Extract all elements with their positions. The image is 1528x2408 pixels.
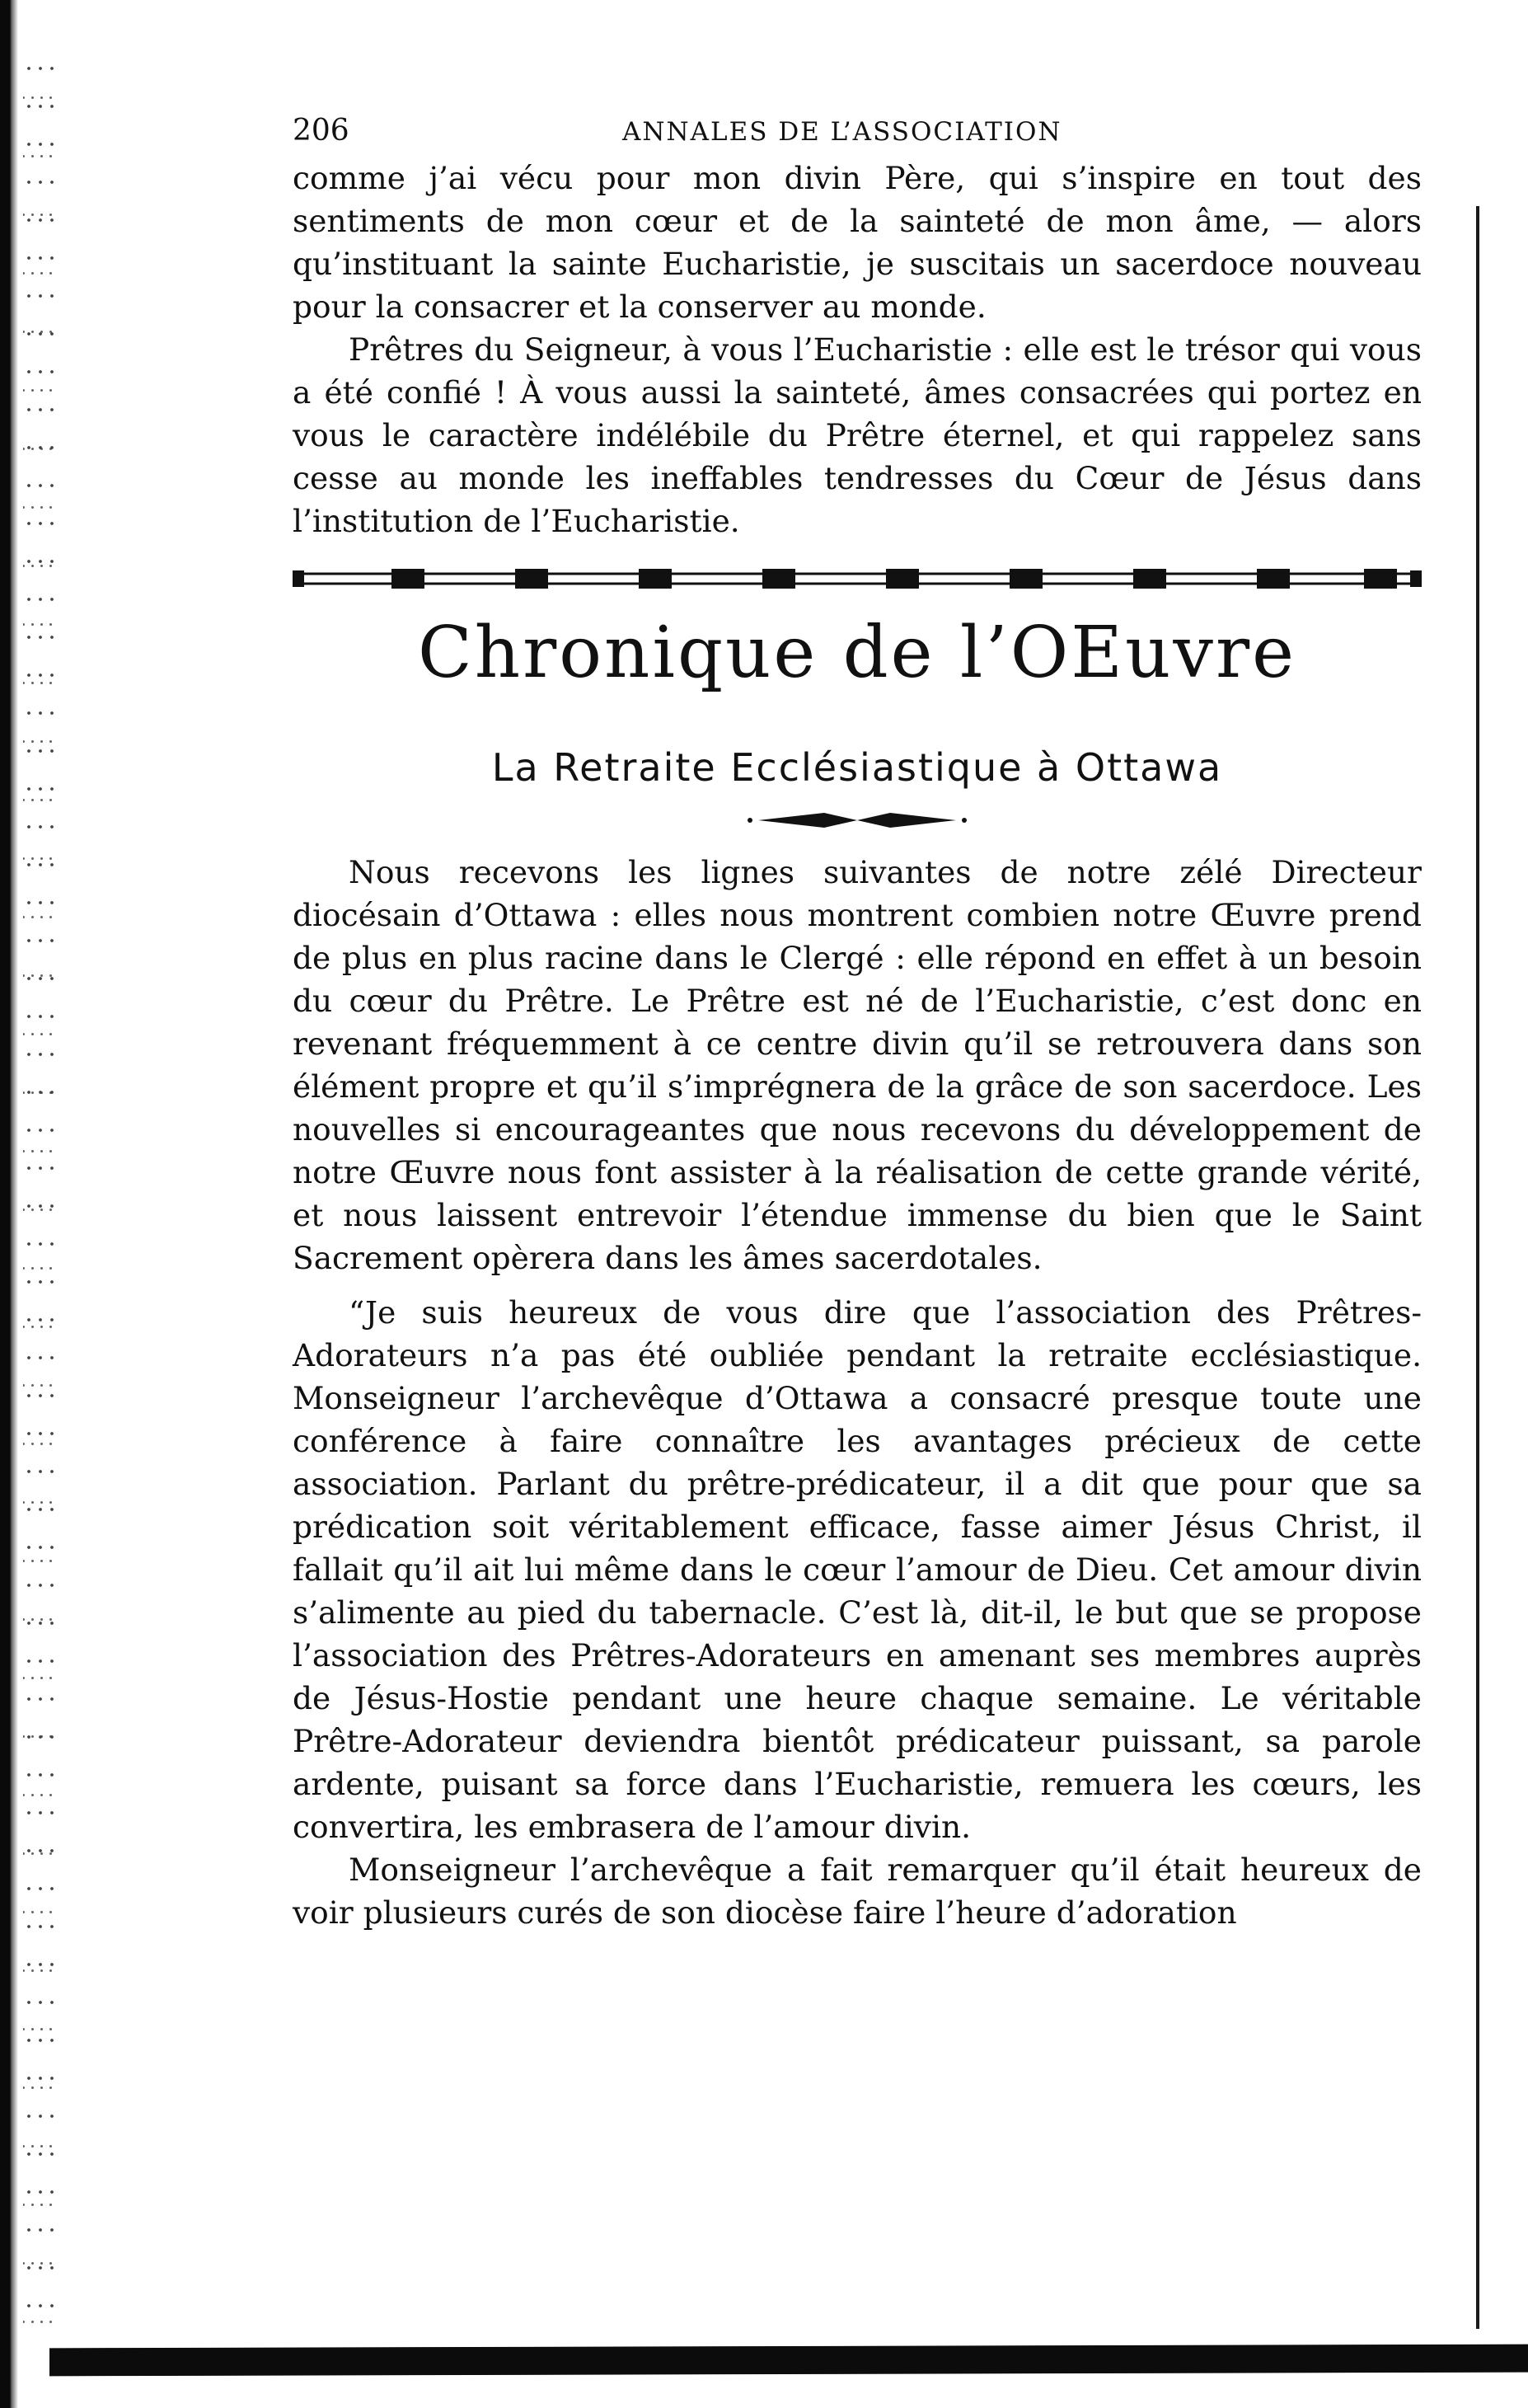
running-title: ANNALES DE L’ASSOCIATION — [622, 117, 1062, 147]
paragraph-archbishop: Monseigneur l’archevêque a fait remarquer qu’il était heureux de voir plusieurs curés de son diocèse faire l’heure d’adoration — [293, 1851, 1422, 1931]
ornamental-divider — [293, 562, 1422, 595]
ornamental-divider-graphic — [293, 562, 1422, 595]
page-binding-edge — [0, 0, 18, 2408]
right-margin-rule — [1476, 206, 1479, 2329]
bottom-scan-bar — [49, 2345, 1528, 2377]
page-content — [293, 114, 1422, 1934]
paragraph-letter-quote: “Je suis heureux de vous dire que l’association des Prêtres-Adorateurs n’a pas été oubliée pendant la retraite ecclésiastique. Monseigneur l’archevêque d’Ottawa a consacré presque toute une conférence à faire connaître les avantages précieux de cette association. Parlant du prêtre-prédicateur, il a dit que pour que sa prédication soit véritablement efficace, fasse aimer Jésus Christ, il fallait qu’il ait lui même dans le cœur l’amour de Dieu. Cet amour divin s’alimente au pied du tabernacle. C’est là, dit-il, le but que se propose l’association des Prêtres-Adorateurs en amenant ses membres auprès de Jésus-Hostie pendant une heure chaque semaine. Le véritable Prêtre-Adorateur deviendra bientôt prédicateur puissant, sa parole ardente, puisant sa force dans l’Eucharistie, remuera les cœurs, les convertira, les embrasera de l’amour divin. — [293, 1293, 1422, 1845]
paragraph-priests: Prêtres du Seigneur, à vous l’Eucharistie : elle est le trésor qui vous a été confié ! À vous aussi la sainteté, âmes consacrées qui portez en vous le caractère indélébile du Prêtre éternel, et qui rappelez sans cesse au monde les ineffables tendresses du Cœur de Jésus dans l’institution de l’Eucharistie. — [293, 331, 1422, 539]
paragraph-continuation: comme j’ai vécu pour mon divin Père, qui s’inspire en tout des sentiments de mon cœur et de la sainteté de mon âme, — alors qu’instituant la sainte Eucharistie, je suscitais un sacerdoce nouveau pour la consacrer et la conserver au monde. — [293, 160, 1422, 325]
fleuron-ornament — [734, 808, 981, 833]
paragraph-intro: Nous recevons les lignes suivantes de notre zélé Directeur diocésain d’Ottawa : elles nous montrent combien notre Œuvre prend de plus en plus racine dans le Clergé : elle répond en effet à un besoin du cœur du Prêtre. Le Prêtre est né de l’Eucharistie, c’est donc en revenant fréquemment à ce centre divin qu’il se retrouvera dans son élément propre et qu’il s’imprégnera de la grâce de son sacerdoce. Les nouvelles si encourageantes que nous recevons du développement de notre Œuvre nous font assister à la réalisation de cette grande vérité, et nous laissent entrevoir l’étendue immense du bien que le Saint Sacrement opèrera dans les âmes sacerdotales. — [293, 853, 1422, 1276]
running-header — [293, 114, 1422, 157]
scan-speckles — [23, 49, 56, 2325]
section-subtitle: La Retraite Ecclésiastique à Ottawa — [491, 744, 1223, 790]
section-title: Chronique de l’OEuvre — [417, 612, 1297, 694]
page-number: 206 — [293, 114, 349, 148]
